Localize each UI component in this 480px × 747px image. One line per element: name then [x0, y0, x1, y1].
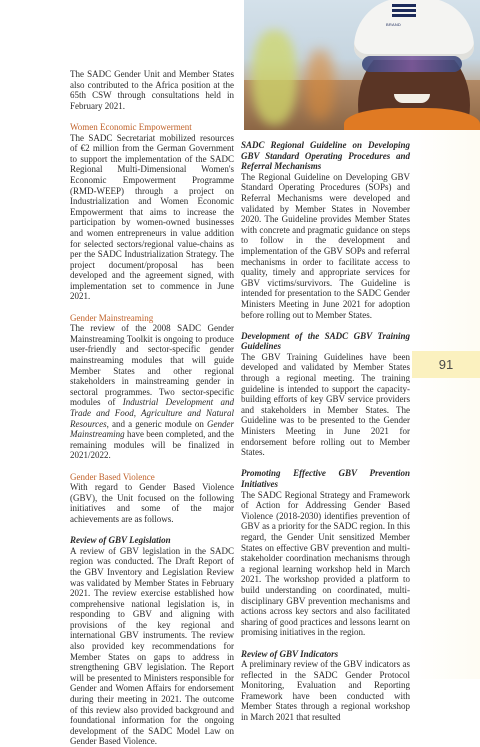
prevention-paragraph: The SADC Regional Strategy and Framework of Action for Addressing Gender Based Violence (2018-2030) identifies prevention of GBV as a priority for the SADC region. In this regard, the Gender Unit sensitized Member States on effective GBV prevention and multi-stakeholder coordination mechanisms through a regional learning workshop held in March 2021. The workshop provided a platform to build understanding on coordinated, multi-disciplinary GBV prevention mechanisms and actions across key sectors and also facilitated sharing of good practices and lessons learnt on promising initiatives in the region. — [241, 489, 410, 638]
indicators-heading: Review of GBV Indicators — [241, 648, 339, 659]
left-column — [70, 69, 234, 747]
gbv-heading: Gender Based Violence — [70, 471, 155, 482]
gender-mainstreaming-heading: Gender Mainstreaming — [70, 312, 154, 323]
wee-paragraph: The SADC Secretariat mobilized resources of €2 million from the German Government to support the implementation of the SADC Regional Multi-Dimensional Women's Economic Empowerment Programme (RMD-WEEP) through a project on Industrialization and Women Economic Empowerment that aims to increase the participation by women-owned businesses and women entrepreneurs in value addition for selected sectors/regional value-chains as per the SADC Industrialization Strategy. The project document/proposal has been developed and the agreement signed, with implementation set to commence in June 2021. — [70, 132, 234, 302]
worker-photo — [244, 0, 480, 130]
helmet-logo — [392, 4, 416, 22]
guideline-heading: SADC Regional Guideline on Developing GBV Standard Operating Procedures and Referral Mechanisms — [241, 140, 410, 172]
right-column — [241, 140, 410, 723]
guideline-paragraph: The Regional Guideline on Developing GBV Standard Operating Procedures (SOPs) and Referral Mechanisms were developed and validated by Member States in November 2020. The Guideline provides Member States with concrete and pragmatic guidance on steps to follow in the development and implementation of the GBV SOPs and referral mechanisms in order to facilitate access to quality, timely and appropriate services for GBV victims/survivors. The Guideline is intended for presentation to the SADC Gender Ministers Meeting in June 2021 for adoption before rolling out to Member States. — [241, 171, 410, 320]
page-number-tab — [412, 351, 480, 378]
side-margin-strip — [412, 130, 480, 679]
intro-paragraph: The SADC Gender Unit and Member States also contributed to the Africa position at the 65th CSW through consultations held in February 2021. — [70, 69, 234, 111]
gender-mainstreaming-paragraph: The review of the 2008 SADC Gender Mainstreaming Toolkit is ongoing to produce user-friendly and sector-specific gender mainstreaming modules that will guide Member States and other regional stakeholders in mainstreaming gender in sectoral programmes. Two sector-specific modules of Industrial Development and Trade and Food, Agriculture and Natural Resources, and a generic module on Gender Mainstreaming have been completed, and the remaining modules will be finalized in 2021/2022. — [70, 323, 235, 461]
review-legislation-paragraph: A review of GBV legislation in the SADC region was conducted. The Draft Report of the GBV Inventory and Legislation Review was validated by Member States in February 2021. The review exercise established how comprehensive national legislation is, in responding to GBV and aligning with provisions of the key regional and international GBV instruments. The review also provided key recommendations for Member States on gaps to address in strengthening GBV legislation. The Report will be presented to Ministers responsible for Gender and Women Affairs for endorsement during their meeting in 2021. The outcome of this review also provided background and foundational information for the ongoing development of the SADC Model Law on Gender Based Violence. — [70, 545, 234, 747]
page-number: 91 — [438, 357, 454, 372]
wee-heading: Women Economic Empowerment — [70, 121, 192, 132]
indicators-paragraph: A preliminary review of the GBV indicators as reflected in the SADC Gender Protocol Monitoring, Evaluation and Reporting Framework have been conducted with Member States through a regional workshop in March 2021 that resulted — [241, 659, 410, 723]
prevention-heading: Promoting Effective GBV Prevention Initiatives — [241, 468, 410, 489]
review-legislation-heading: Review of GBV Legislation — [70, 535, 171, 546]
training-guidelines-heading: Development of the SADC GBV Training Guidelines — [241, 330, 410, 352]
gbv-paragraph: With regard to Gender Based Violence (GBV), the Unit focused on the following initiatives and some of the major achievements are as follows. — [70, 482, 234, 524]
training-guidelines-paragraph: The GBV Training Guidelines have been developed and validated by Member States through a regional meeting. The training guideline is intended to support the capacity-building efforts of key GBV service providers and stakeholders in Member States. The Guideline was to be presented to the Gender Ministers Meeting in June 2021 for endorsement before rolling out to Member States. — [241, 351, 410, 458]
helmet-logo-text: BRAND — [386, 22, 402, 27]
